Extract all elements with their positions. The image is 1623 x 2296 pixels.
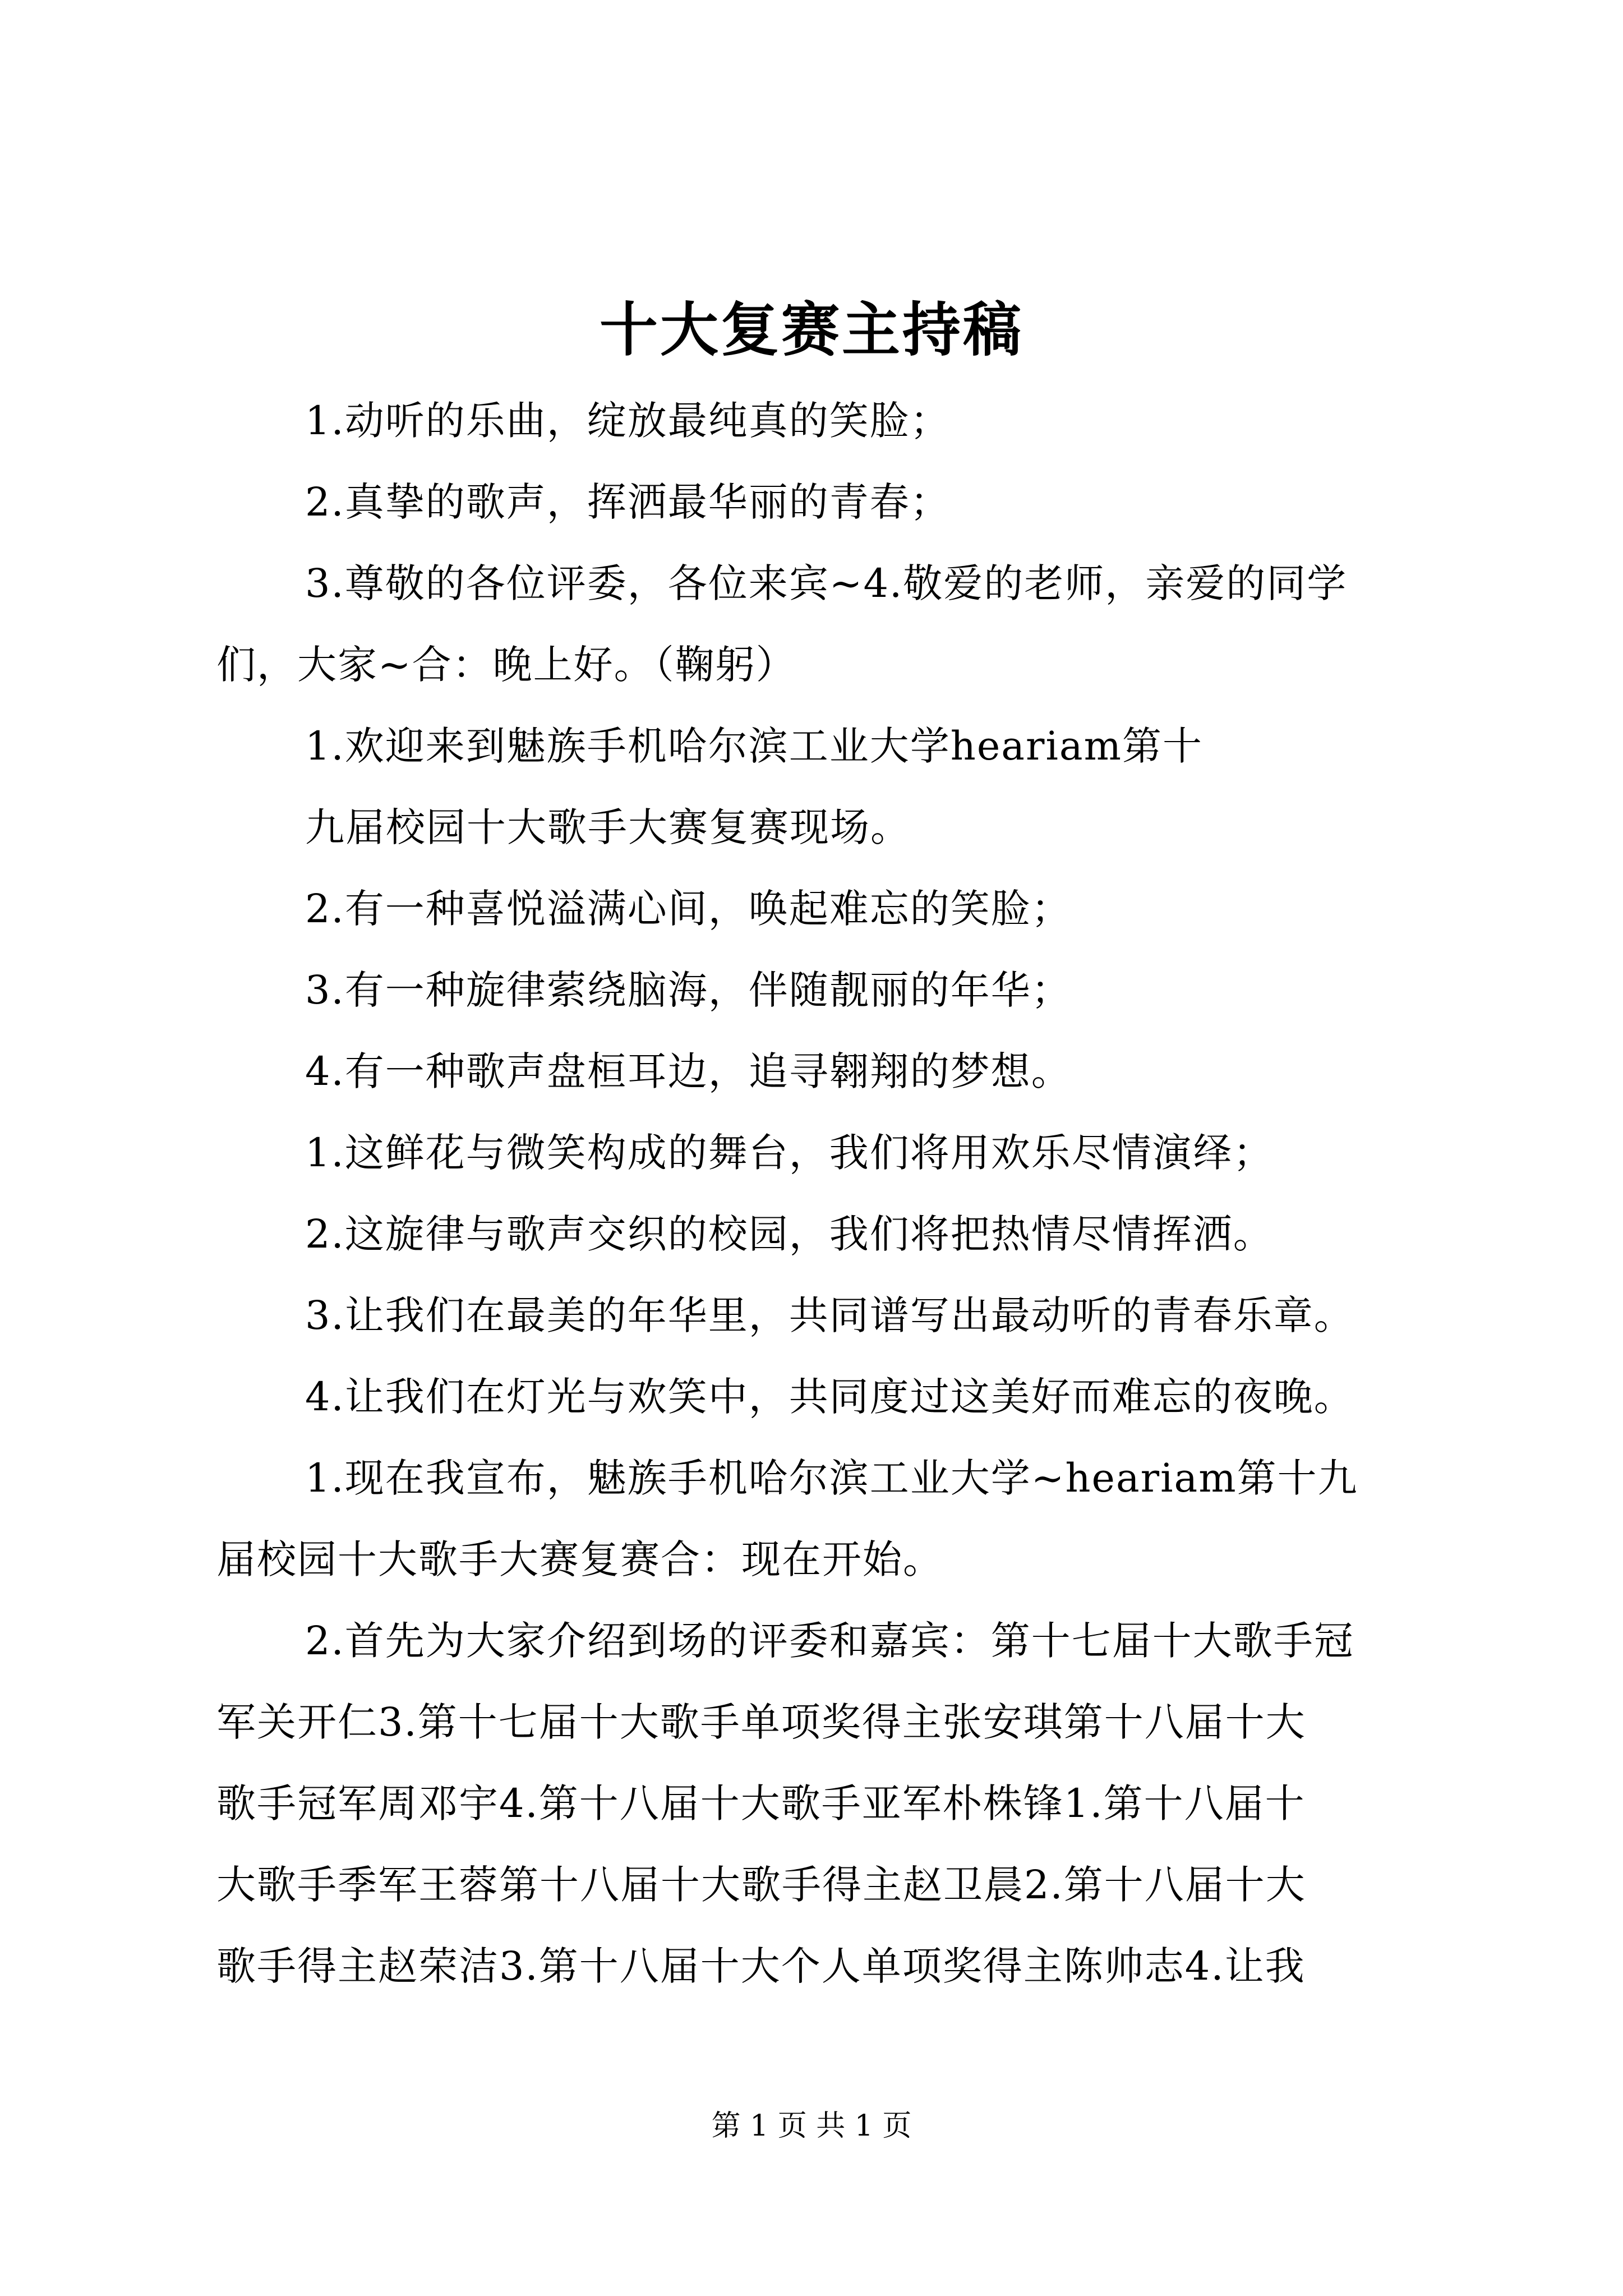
text-line: 1.现在我宣布，魅族手机哈尔滨工业大学~heariam第十九 [305,1455,1358,1501]
text-line: 4.有一种歌声盘桓耳边，追寻翱翔的梦想。 [305,1048,1072,1094]
document-body [216,380,1422,2007]
text-line: 歌手得主赵荣洁3.第十八届十大个人单项奖得主陈帅志4.让我 [216,1943,1306,1989]
text-line: 军关开仁3.第十七届十大歌手单项奖得主张安琪第十八届十大 [216,1699,1306,1745]
text-line: 歌手冠军周邓宇4.第十八届十大歌手亚军朴株锋1.第十八届十 [216,1780,1306,1826]
text-line: 2.真挚的歌声，挥洒最华丽的青春； [305,479,951,525]
text-line: 3.让我们在最美的年华里，共同谱写出最动听的青春乐章。 [305,1292,1354,1338]
text-line: 1.这鲜花与微笑构成的舞台，我们将用欢乐尽情演绎； [305,1130,1274,1176]
text-line: 九届校园十大歌手大赛复赛现场。 [305,804,911,850]
text-line: 4.让我们在灯光与欢笑中，共同度过这美好而难忘的夜晚。 [305,1374,1354,1420]
text-line: 3.尊敬的各位评委，各位来宾~4.敬爱的老师，亲爱的同学 [305,560,1348,606]
text-line: 2.有一种喜悦溢满心间，唤起难忘的笑脸； [305,886,1072,932]
text-line: 届校园十大歌手大赛复赛合：现在开始。 [216,1536,943,1582]
text-line: 1.欢迎来到魅族手机哈尔滨工业大学heariam第十 [305,723,1203,769]
text-line: 2.首先为大家介绍到场的评委和嘉宾：第十七届十大歌手冠 [305,1618,1354,1664]
text-line: 3.有一种旋律萦绕脑海，伴随靓丽的年华； [305,967,1072,1013]
text-line: 们，大家~合：晚上好。（鞠躬） [216,642,796,688]
text-line: 1.动听的乐曲，绽放最纯真的笑脸； [305,398,951,444]
text-line: 大歌手季军王蓉第十八届十大歌手得主赵卫晨2.第十八届十大 [216,1862,1306,1908]
page-number-footer: 第 1 页 共 1 页 [711,2109,912,2143]
document-title: 十大复赛主持稿 [599,295,1023,364]
text-line: 2.这旋律与歌声交织的校园，我们将把热情尽情挥洒。 [305,1211,1274,1257]
